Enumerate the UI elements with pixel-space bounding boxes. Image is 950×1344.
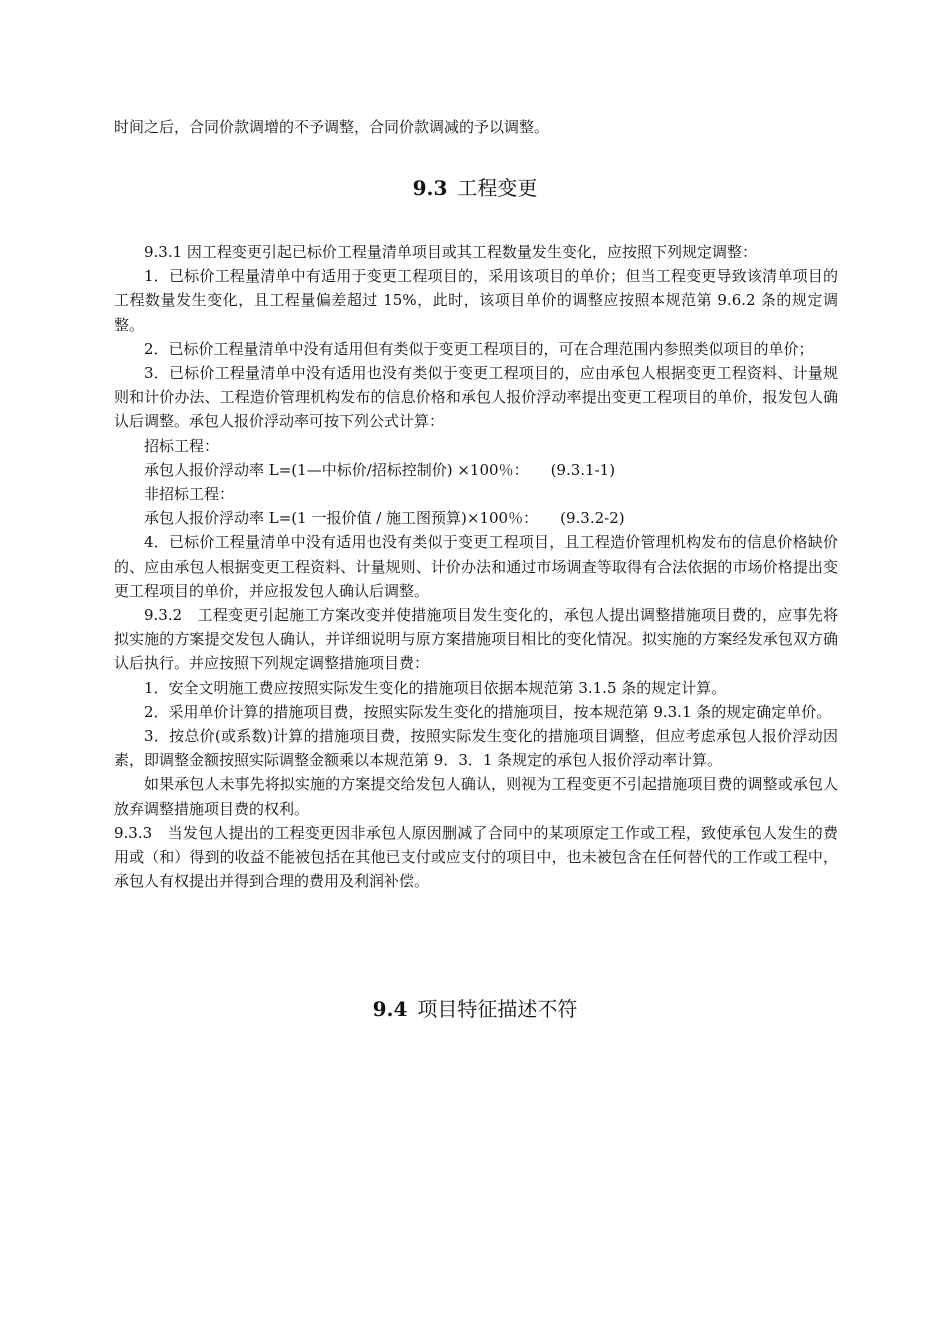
measure-item-1: 1．安全文明施工费应按照实际发生变化的措施项目依据本规范第 3.1.5 条的规定计算。 (144, 678, 727, 697)
measure-item-3: 3．按总价(或系数)计算的措施项目费，按照实际发生变化的措施项目调整，但应考虑承包人报价浮动因素，即调整金额按照实际调整金额乘以本规范第 9．3．1 条规定的承包人报价浮动率计算。 (114, 727, 838, 770)
formula-2-text: 承包人报价浮动率 L=(1 一报价值 / 施工图预算)×100％： (144, 509, 539, 528)
section-number: 9.3 (412, 176, 448, 200)
list-item-3: 3．已标价工程量清单中没有适用也没有类似于变更工程项目的，应由承包人根据变更工程资料、计量规则和计价办法、工程造价管理机构发布的信息价格和承包人报价浮动率提出变更工程项目的单价，报发包人确认后调整。承包人报价浮动率可按下列公式计算： (114, 364, 838, 431)
measure-note: 如果承包人未事先将拟实施的方案提交给发包人确认，则视为工程变更不引起措施项目费的调整或承包人放弃调整措施项目费的权利。 (114, 775, 838, 818)
formula-1-text: 承包人报价浮动率 L=(1—中标价/招标控制价) ×100％： (144, 460, 529, 479)
paragraph-9-3-2: 9.3.2 工程变更引起施工方案改变并使措施项目发生变化的，承包人提出调整措施项目费的，应事先将拟实施的方案提交发包人确认，并详细说明与原方案措施项目相比的变化情况。拟实施的方案经发承包双方确认后执行。并应按照下列规定调整措施项目费： (114, 606, 838, 673)
formula-2 (114, 506, 838, 530)
section-title: 项目特征描述不符 (417, 997, 578, 1021)
top-paragraph: 时间之后，合同价款调增的不予调整，合同价款调减的予以调整。 (114, 118, 550, 136)
top-paragraph-block (114, 115, 838, 139)
formula-1-ref: (9.3.1-1) (550, 460, 616, 479)
list-item-4: 4．已标价工程量清单中没有适用也没有类似于变更工程项目，且工程造价管理机构发布的信息价格缺价的、应由承包人根据变更工程资料、计量规则、计价办法和通过市场调查等取得有合法依据的市场价格提出变更工程项目的单价，并应报发包人确认后调整。 (114, 533, 838, 600)
section-heading-9-4 (0, 993, 950, 1022)
section-heading-9-3 (0, 172, 950, 201)
paragraph-9-3-3: 9.3.3 当发包人提出的工程变更因非承包人原因删减了合同中的某项原定工作或工程，致使承包人发生的费用或（和）得到的收益不能被包括在其他已支付或应支付的项目中，也未被包含在任何替代的工作或工程中，承包人有权提出并得到合理的费用及利润补偿。 (114, 823, 838, 891)
measure-item-2: 2．采用单价计算的措施项目费，按照实际发生变化的措施项目，按本规范第 9.3.1 条的规定确定单价。 (144, 702, 832, 721)
section-number: 9.4 (372, 997, 408, 1021)
formula-1 (114, 458, 838, 482)
list-item-2: 2．已标价工程量清单中没有适用但有类似于变更工程项目的，可在合理范围内参照类似项目的单价； (144, 339, 814, 358)
section-body-9-3 (114, 240, 838, 893)
formula-2-ref: (9.3.2-2) (560, 509, 625, 528)
list-item-1: 1．已标价工程量清单中有适用于变更工程项目的，采用该项目的单价；但当工程变更导致该清单项目的工程数量发生变化，且工程量偏差超过 15%，此时，该项目单价的调整应按照本规范第 9.6.2 条的规定调整。 (114, 267, 838, 334)
paragraph-9-3-1: 9.3.1 因工程变更引起已标价工程量清单项目或其工程数量发生变化，应按照下列规定调整： (144, 243, 757, 261)
non-tender-label: 非招标工程： (144, 485, 235, 504)
tender-label: 招标工程： (144, 436, 220, 455)
section-title: 工程变更 (457, 176, 538, 200)
